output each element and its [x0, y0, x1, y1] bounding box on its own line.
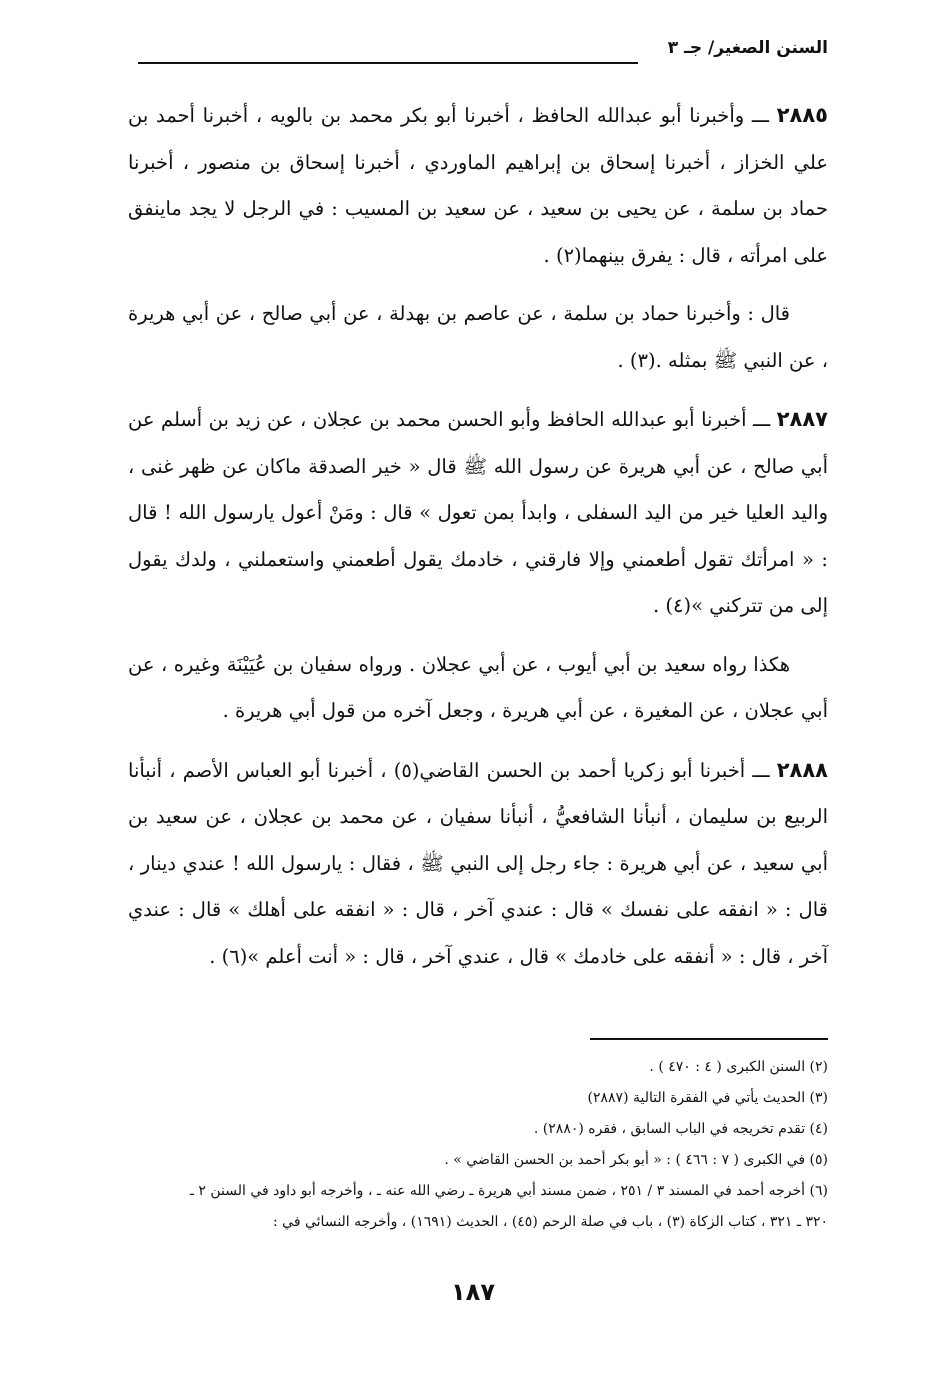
hadith-text: قال : وأخبرنا حماد بن سلمة ، عن عاصم بن بهدلة ، عن أبي صالح ، عن أبي هريرة ، عن النبي ﷺ بمثله .(٣) . — [128, 302, 828, 372]
hadith-number: ٢٨٨٥ — [776, 103, 828, 127]
footnote-separator — [590, 1038, 828, 1040]
header-rule — [138, 62, 638, 64]
footnote-4: (٤) تقدم تخريجه في الباب السابق ، فقره (٢٨٨٠) . — [533, 1121, 828, 1137]
main-text — [128, 92, 828, 992]
hadith-2888 — [128, 747, 828, 981]
hadith-text: هكذا رواه سعيد بن أبي أيوب ، عن أبي عجلان . ورواه سفيان بن عُيَيْنَة وغيره ، عن أبي عجلان ، عن المغيرة ، عن أبي هريرة ، وجعل آخره من قول أبي هريرة . — [128, 652, 828, 722]
hadith-number: ٢٨٨٧ — [776, 407, 828, 431]
running-header — [118, 38, 828, 72]
hadith-2886-continuation — [128, 291, 828, 384]
footnotes — [128, 1052, 828, 1238]
hadith-text: ـــ أخبرنا أبو عبدالله الحافظ وأبو الحسن محمد بن عجلان ، عن زيد بن أسلم عن أبي صالح ، عن أبي هريرة عن رسول الله ﷺ قال « خير الصدقة ماكان عن ظهر غنى ، واليد العليا خير من اليد السفلى ، وابدأ بمن تعول » قال : ومَنْ أعول يارسول الله ! قال : « امرأتك تقول أطعمني وإلا فارقني ، خادمك يقول أطعمني واستعملني ، ولدك يقول إلى من تتركني »(٤) . — [128, 408, 828, 617]
hadith-2885 — [128, 92, 828, 279]
page-number: ١٨٧ — [451, 1278, 495, 1306]
footnote-6: (٦) أخرجه أحمد في المسند ٣ / ٢٥١ ، ضمن مسند أبي هريرة ـ رضي الله عنه ـ ، وأخرجه أبو داود في السنن ٢ ـ — [189, 1183, 828, 1199]
hadith-text: ـــ وأخبرنا أبو عبدالله الحافظ ، أخبرنا أبو بكر محمد بن بالويه ، أخبرنا أحمد بن علي الخزاز ، أخبرنا إسحاق بن إبراهيم الماوردي ، أخبرنا إسحاق بن منصور ، أخبرنا حماد بن سلمة ، عن يحيى بن سعيد ، عن سعيد بن المسيب : في الرجل لا يجد ماينفق على امرأته ، قال : يفرق بينهما(٢) . — [128, 104, 828, 267]
footnote-3: (٣) الحديث يأتي في الفقرة التالية (٢٨٨٧) — [587, 1090, 828, 1106]
footnote-2: (٢) السنن الكبرى ( ٤ : ٤٧٠ ) . — [649, 1059, 828, 1075]
footnote-6-continued: ٣٢٠ ـ ٣٢١ ، كتاب الزكاة (٣) ، باب في صلة الرحم (٤٥) ، الحديث (١٦٩١) ، وأخرجه النسائي في : — [273, 1214, 828, 1230]
hadith-number: ٢٨٨٨ — [776, 757, 829, 782]
hadith-text: ـــ أخبرنا أبو زكريا أحمد بن الحسن القاضي(٥) ، أخبرنا أبو العباس الأصم ، أنبأنا الربيع بن سليمان ، أنبأنا الشافعيُّ ، أنبأنا سفيان ، عن محمد بن عجلان ، عن سعيد بن أبي سعيد ، عن أبي هريرة : جاء رجل إلى النبي ﷺ ، فقال : يارسول الله ! عندي دينار ، قال : « انفقه على نفسك » قال : عندي آخر ، قال : « انفقه على أهلك » قال : عندي آخر ، قال : « أنفقه على خادمك » قال ، عندي آخر ، قال : « أنت أعلم »(٦) . — [128, 758, 828, 968]
footnote-5: (٥) في الكبرى ( ٧ : ٤٦٦ ) : « أبو بكر أحمد بن الحسن القاضي » . — [444, 1152, 828, 1168]
header-title: السنن الصغير/ جـ ٣ — [667, 38, 828, 58]
hadith-2887-commentary — [128, 642, 828, 735]
hadith-2887 — [128, 396, 828, 630]
